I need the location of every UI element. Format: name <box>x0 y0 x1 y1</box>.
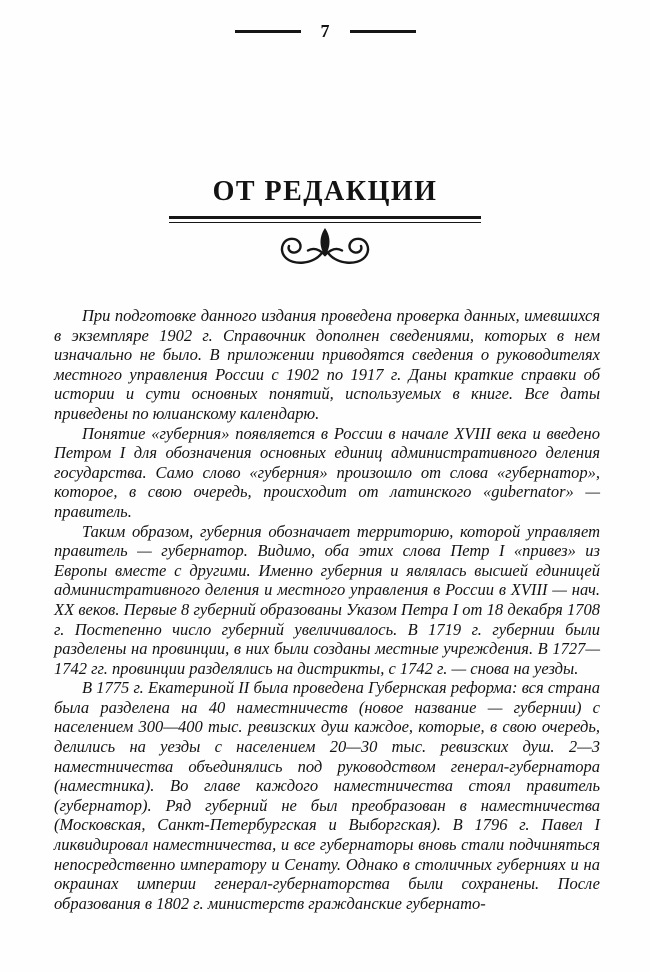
header-rule-right <box>350 30 416 33</box>
section-title: ОТ РЕДАКЦИИ <box>212 176 438 207</box>
paragraph-4: В 1775 г. Екатериной II была проведена Губернская реформа: вся страна была разделена на 40 наместничеств (новое название — губернии) с населением 300—400 тыс. ревизских душ каждое, которые, в свою очередь, делились на уезды с населением 20—30 тыс. ревизских душ. 2—3 наместничества объединялись под руководством генерал-губернатора (наместника). Во главе каждого наместничества стоял правитель (губернатор). Ряд губерний не был преобразован в наместничества (Московская, Санкт-Петербургская и Выборгская). В 1796 г. Павел I ликвидировал наместничества, и все губернаторы вновь стали подчиняться непосредственно императору и Сенату. Однако в столичных губерниях и на окраинах империи генерал-губернаторства были сохранены. После образования в 1802 г. министерств гражданские губернато- <box>54 678 600 913</box>
page-number: 7 <box>320 21 330 41</box>
floral-flourish-ornament-icon <box>273 226 377 266</box>
body-text <box>54 306 600 913</box>
heading-double-rule <box>169 216 481 223</box>
header-rule-left <box>235 30 301 33</box>
paragraph-2: Понятие «губерния» появляется в России в начале XVIII века и введено Петром I для обозначения основных единиц административного деления государства. Само слово «губерния» произошло от слова «губернатор», которое, в свою очередь, происходит от латинского «gubernator» — правитель. <box>54 423 600 521</box>
running-head <box>0 22 650 40</box>
paragraph-1: При подготовке данного издания проведена проверка данных, имевшихся в экземпляре 1902 г. Справочник дополнен сведениями, которых в нем изначально не было. В приложении приводятся сведения о руководителях местного управления России с 1902 по 1917 г. Даны краткие справки об истории и сути основных понятий, используемых в книге. Все даты приведены по юлианскому календарю. <box>54 306 600 423</box>
paragraph-3: Таким образом, губерния обозначает территорию, которой управляет правитель — губернатор. Видимо, оба этих слова Петр I «привез» из Европы вместе с другими. Именно губерния и являлась высшей единицей административного деления и местного управления в России в XVIII — нач. XX веков. Первые 8 губерний образованы Указом Петра I от 18 декабря 1708 г. Постепенно число губерний увеличивалось. В 1719 г. губернии были разделены на провинции, в них были созданы местные учреждения. В 1727—1742 гг. провинции разделялись на дистрикты, с 1742 г. — снова на уезды. <box>54 521 600 678</box>
